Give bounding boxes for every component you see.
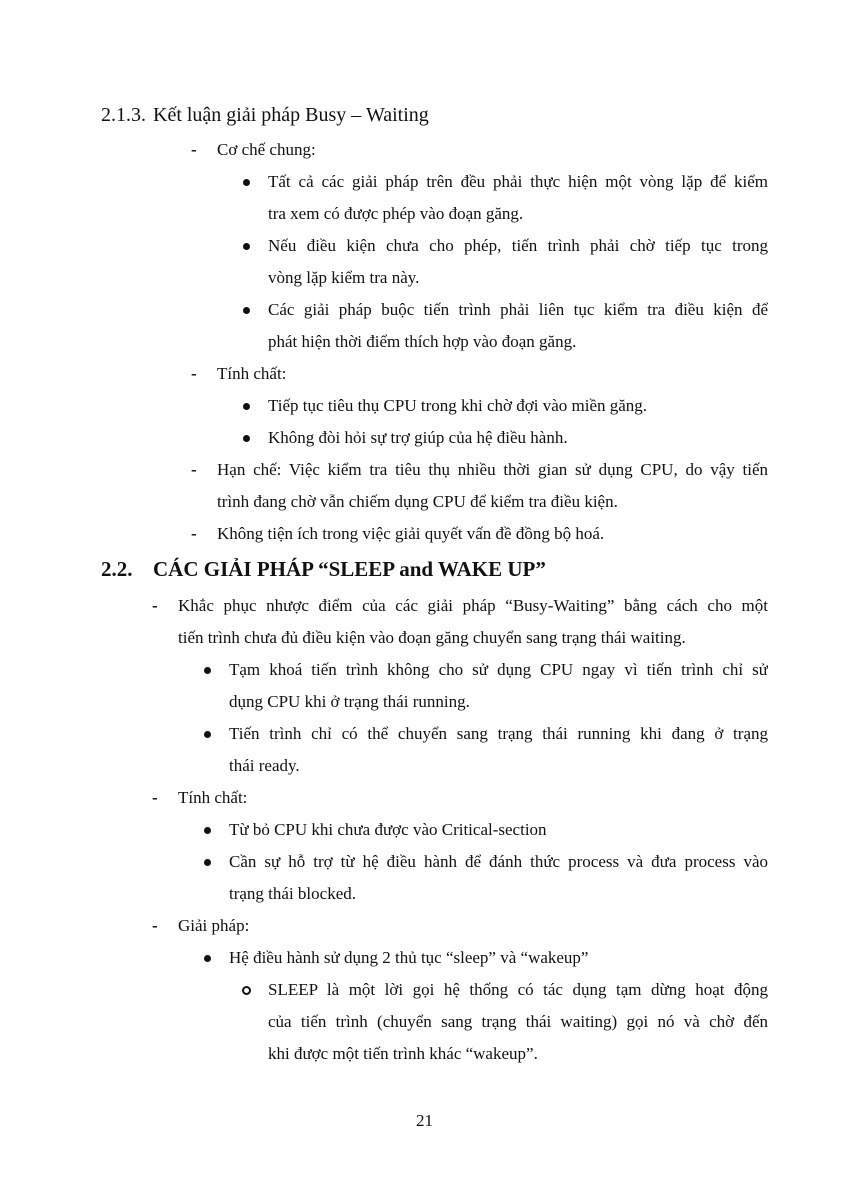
limitation-line-2: trình đang chờ vẫn chiếm dụng CPU để kiểm tra điều kiện. xyxy=(217,492,618,511)
bullet-dot xyxy=(243,403,250,410)
mechanism-item-1-line-2: tra xem có được phép vào đoạn găng. xyxy=(268,204,524,223)
section-title: Kết luận giải pháp Busy – Waiting xyxy=(153,104,429,126)
section-title: CÁC GIẢI PHÁP “SLEEP and WAKE UP” xyxy=(153,557,546,581)
bullet-dot xyxy=(204,955,211,962)
property2-item-2-line-2: trạng thái blocked. xyxy=(229,884,356,903)
bullet-dot xyxy=(243,307,250,314)
dash-bullet: - xyxy=(152,916,158,935)
dash-bullet: - xyxy=(191,460,197,479)
overcome-line-1: Khắc phục nhược điểm của các giải pháp “Busy-Waiting” bằng cách cho một xyxy=(178,596,768,615)
section-heading-2-2 xyxy=(101,556,546,582)
property-item-2: Không đòi hỏi sự trợ giúp của hệ điều hành. xyxy=(268,428,568,447)
solution-item: Hệ điều hành sử dụng 2 thủ tục “sleep” và “wakeup” xyxy=(229,948,589,967)
overcome-item-2-line-1: Tiến trình chỉ có thể chuyển sang trạng thái running khi đang ở trạng xyxy=(229,724,768,743)
mechanism-item-3-line-2: phát hiện thời điểm thích hợp vào đoạn găng. xyxy=(268,332,577,351)
property2-item-1: Từ bỏ CPU khi chưa được vào Critical-section xyxy=(229,820,547,839)
mechanism-item-2-line-2: vòng lặp kiểm tra này. xyxy=(268,268,420,287)
bullet-dot xyxy=(243,243,250,250)
mechanism-item-1-line-1: Tất cả các giải pháp trên đều phải thực hiện một vòng lặp để kiểm xyxy=(268,172,768,191)
property-item-1: Tiếp tục tiêu thụ CPU trong khi chờ đợi vào miền găng. xyxy=(268,396,648,415)
overcome-item-2-line-2: thái ready. xyxy=(229,756,300,775)
mechanism-label: Cơ chế chung: xyxy=(217,140,316,159)
bullet-dot xyxy=(243,179,250,186)
section-heading-2-1-3 xyxy=(101,103,429,127)
sleep-desc-line-1: SLEEP là một lời gọi hệ thống có tác dụng tạm dừng hoạt động xyxy=(268,980,768,999)
bullet-dot xyxy=(204,731,211,738)
dash-bullet: - xyxy=(191,140,197,159)
dash-bullet: - xyxy=(191,364,197,383)
dash-bullet: - xyxy=(152,596,158,615)
bullet-dot xyxy=(204,859,211,866)
sleep-desc-line-2: của tiến trình (chuyển sang trạng thái waiting) gọi nó và chờ đến xyxy=(268,1012,768,1031)
sleep-desc-line-3: khi được một tiến trình khác “wakeup”. xyxy=(268,1044,538,1063)
mechanism-item-3-line-1: Các giải pháp buộc tiến trình phải liên tục kiểm tra điều kiện để xyxy=(268,300,768,319)
page-number: 21 xyxy=(416,1111,433,1130)
overcome-line-2: tiến trình chưa đủ điều kiện vào đoạn găng chuyển sang trạng thái waiting. xyxy=(178,628,686,647)
not-useful-text: Không tiện ích trong việc giải quyết vấn đề đồng bộ hoá. xyxy=(217,524,605,543)
limitation-line-1: Hạn chế: Việc kiểm tra tiêu thụ nhiều thời gian sử dụng CPU, do vậy tiến xyxy=(217,460,768,479)
section-number: 2.1.3. xyxy=(101,104,146,126)
property-label: Tính chất: xyxy=(217,364,287,383)
section-number: 2.2. xyxy=(101,557,133,581)
circle-bullet-icon xyxy=(242,986,251,995)
bullet-dot xyxy=(243,435,250,442)
bullet-dot xyxy=(204,667,211,674)
bullet-dot xyxy=(204,827,211,834)
solution-label: Giải pháp: xyxy=(178,916,250,935)
dash-bullet: - xyxy=(191,524,197,543)
dash-bullet: - xyxy=(152,788,158,807)
property2-item-2-line-1: Cần sự hỗ trợ từ hệ điều hành để đánh thức process và đưa process vào xyxy=(229,852,768,871)
mechanism-item-2-line-1: Nếu điều kiện chưa cho phép, tiến trình phải chờ tiếp tục trong xyxy=(268,236,768,255)
overcome-item-1-line-2: dụng CPU khi ở trạng thái running. xyxy=(229,692,470,711)
property-label-2: Tính chất: xyxy=(178,788,248,807)
overcome-item-1-line-1: Tạm khoá tiến trình không cho sử dụng CPU ngay vì tiến trình chỉ sử xyxy=(229,660,768,679)
